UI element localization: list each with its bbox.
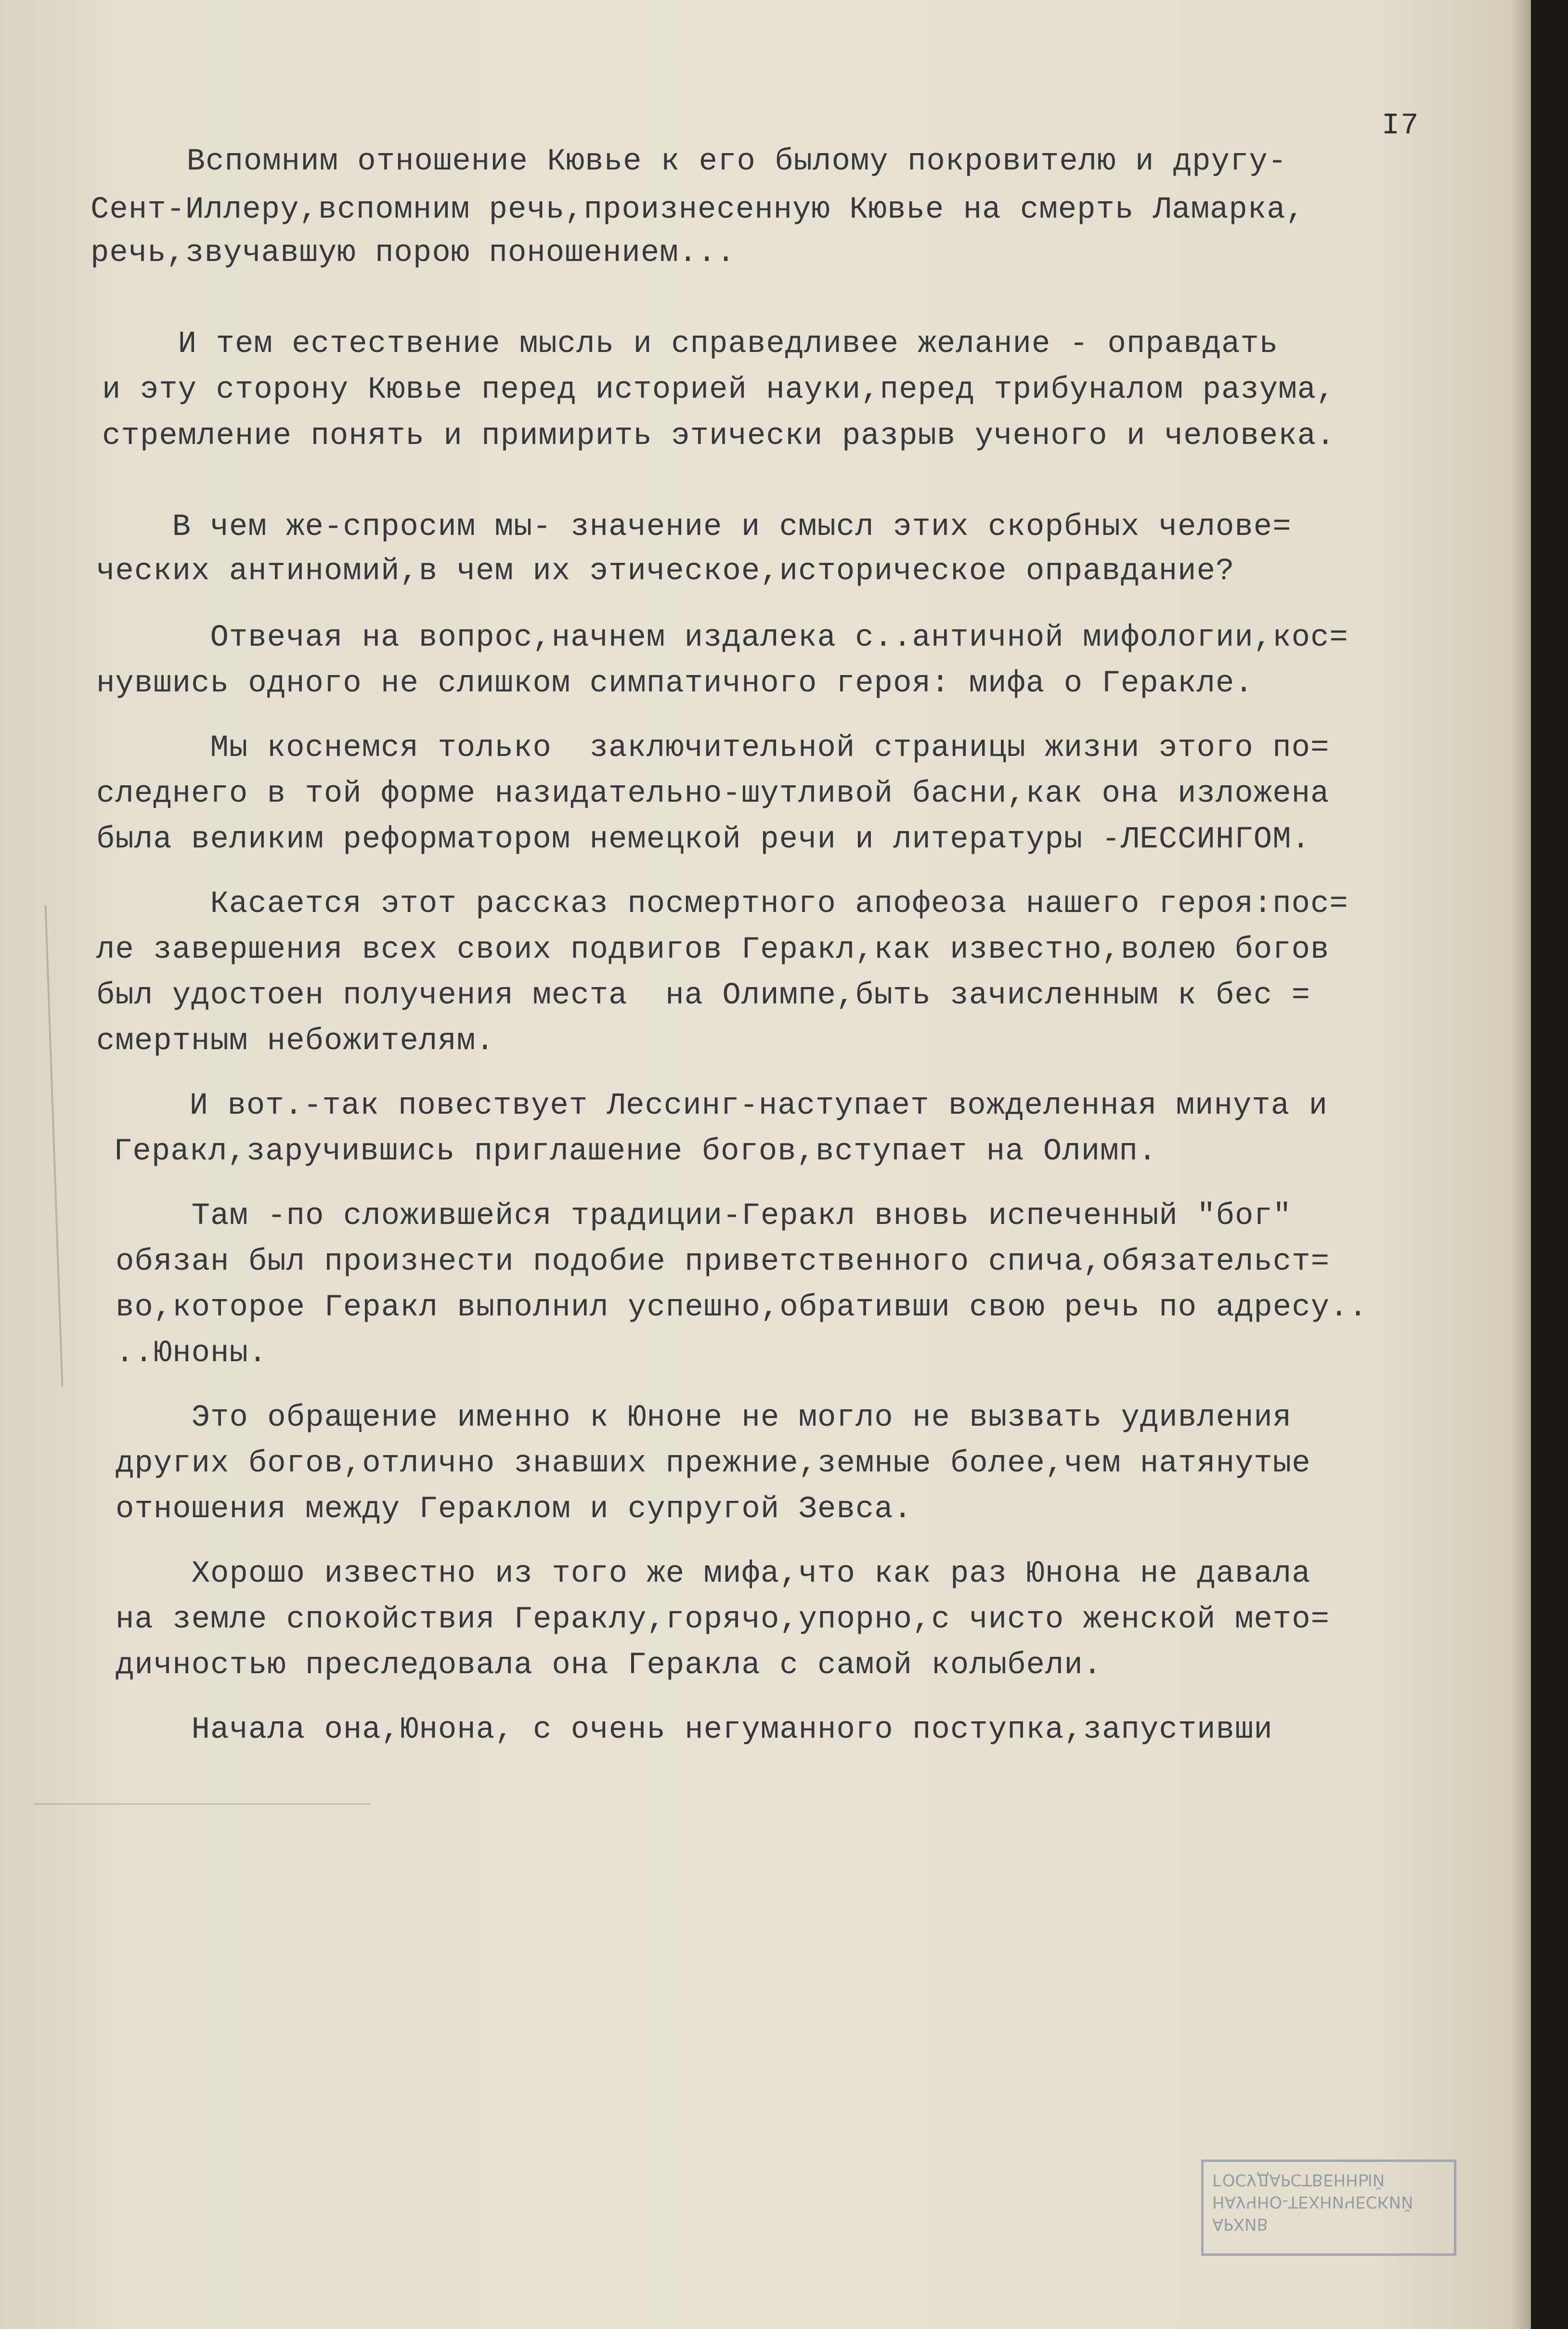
text-line: В чем же-спросим мы- значение и смысл этих скорбных челове= (96, 510, 1292, 545)
text-line: Отвечая на вопрос,начнем издалека с..античной мифологии,кос= (96, 621, 1348, 655)
text-line: Там -по сложившейся традиции-Геракл вновь испеченный "бог" (116, 1199, 1292, 1234)
text-line: Геракл,заручившись приглашение богов,вступает на Олимп. (114, 1134, 1157, 1169)
text-line: речь,звучавшую порою поношением... (91, 236, 736, 271)
text-line: и эту сторону Кювье перед историей науки,перед трибуналом разума, (102, 373, 1335, 407)
text-line: ческих антиномий,в чем их этическое,историческое оправдание? (96, 554, 1235, 589)
text-line: была великим реформатором немецкой речи и литературы -ЛЕССИНГОМ. (96, 822, 1310, 857)
text-line: отношения между Гераклом и супругой Зевса. (116, 1492, 913, 1527)
text-line: стремление понять и примирить этически разрыв ученого и человека. (102, 419, 1335, 454)
margin-pencil-line (34, 1803, 371, 1805)
text-line: Мы коснемся только заключительной страницы жизни этого по= (96, 731, 1330, 766)
text-line: обязан был произнести подобие приветственного спича,обязательст= (116, 1245, 1330, 1279)
text-line: И вот.-так повествует Лессинг-наступает вожделенная минута и (114, 1089, 1328, 1123)
stamp-line: НАУЧНО-ТЕХНИЧЕСКИЙ (1212, 2192, 1413, 2212)
text-line: смертным небожителям. (96, 1024, 495, 1059)
text-line: во,которое Геракл выполнил успешно,обративши свою речь по адресу.. (116, 1290, 1368, 1325)
text-line: на земле спокойствия Гераклу,горячо,упорно,с чисто женской мето= (116, 1602, 1330, 1637)
archive-stamp (1201, 2160, 1456, 2256)
text-line: Касается этот рассказ посмертного апофеоза нашего героя:пос= (96, 887, 1348, 922)
page-number: I7 (1382, 108, 1420, 143)
text-line: следнего в той форме назидательно-шутливой басни,как она изложена (96, 777, 1330, 811)
text-line: был удостоен получения места на Олимпе,быть зачисленным к бес = (96, 978, 1310, 1013)
text-line: Начала она,Юнона, с очень негуманного поступка,запустивши (116, 1713, 1273, 1747)
stamp-line: АРХИВ (1212, 2214, 1268, 2234)
text-line: Сент-Иллеру,вспомним речь,произнесенную Кювье на смерть Ламарка, (91, 193, 1305, 227)
text-line: И тем естествение мысль и справедливее желание - оправдать (102, 327, 1279, 362)
text-line: Вспомним отношение Кювье к его былому покровителю и другу- (111, 144, 1287, 179)
margin-pencil-line (45, 905, 64, 1387)
text-line: ле завершения всех своих подвигов Геракл,как известно,волею богов (96, 933, 1330, 967)
stamp-line: ГОСУДАРСТВЕННЫЙ (1212, 2170, 1385, 2189)
text-line: нувшись одного не слишком симпатичного героя: мифа о Геракле. (96, 666, 1254, 701)
text-line: Это обращение именно к Юноне не могло не вызвать удивления (116, 1401, 1292, 1435)
text-line: дичностью преследовала она Геракла с самой колыбели. (116, 1648, 1102, 1683)
text-line: Хорошо известно из того же мифа,что как раз Юнона не давала (116, 1557, 1311, 1591)
text-line: других богов,отлично знавших прежние,земные более,чем натянутые (116, 1446, 1311, 1481)
text-line: ..Юноны. (116, 1336, 268, 1371)
